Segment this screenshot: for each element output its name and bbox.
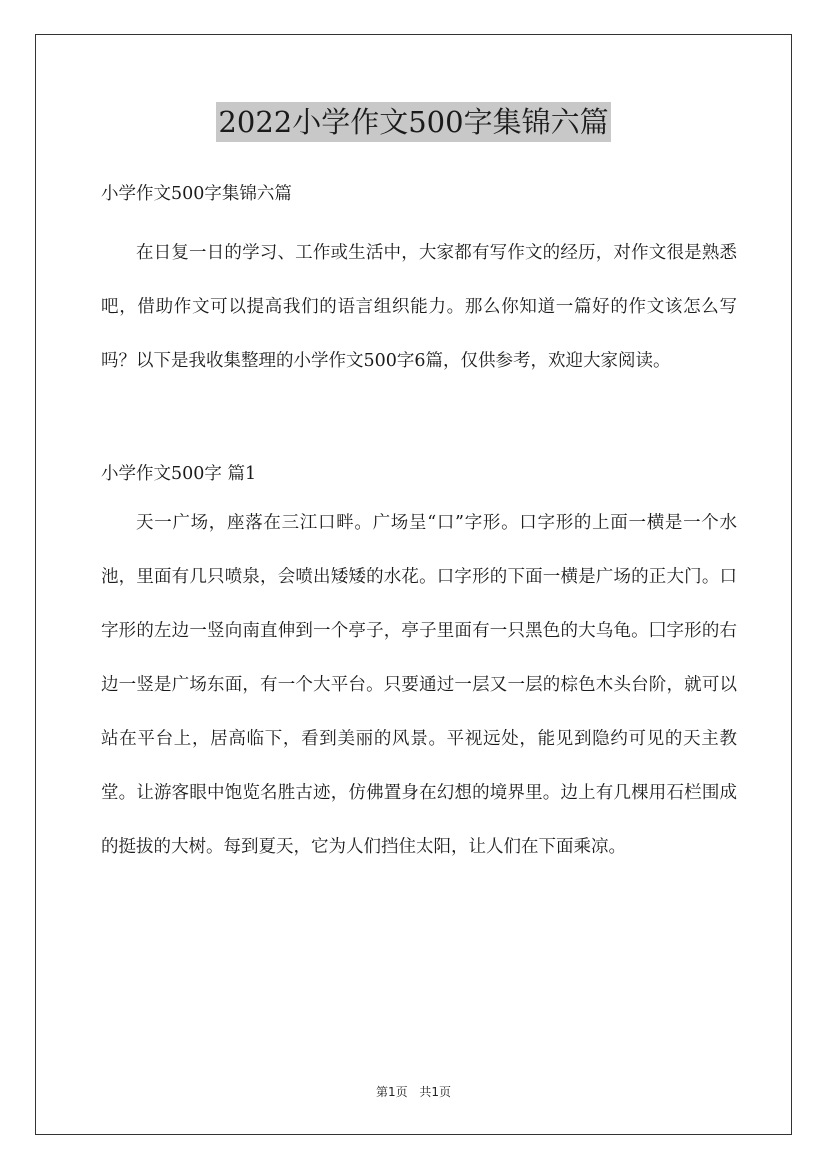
- document-title: [0, 102, 827, 142]
- page-total: 共1页: [419, 1085, 452, 1099]
- document-title-text: 2022小学作文500字集锦六篇: [216, 102, 610, 142]
- intro-paragraph: 在日复一日的学习、工作或生活中，大家都有写作文的经历，对作文很是熟悉吧，借助作文可以提高我们的语言组织能力。那么你知道一篇好的作文该怎么写吗？以下是我收集整理的小学作文500字6篇，仅供参考，欢迎大家阅读。: [101, 243, 737, 371]
- document-body: [101, 172, 737, 874]
- section-heading: 小学作文500字 篇1: [101, 464, 257, 484]
- page-footer: [0, 1083, 827, 1100]
- page-number: 第1页: [375, 1085, 408, 1099]
- paragraph-spacer: [101, 388, 737, 442]
- document-subtitle: 小学作文500字集锦六篇: [101, 184, 292, 204]
- section-paragraph: 天一广场，座落在三江口畔。广场呈“口”字形。口字形的上面一横是一个水池，里面有几只喷泉，会喷出矮矮的水花。口字形的下面一横是广场的正大门。口字形的左边一竖向南直伸到一个亭子，亭子里面有一只黑色的大乌龟。囗字形的右边一竖是广场东面，有一个大平台。只要通过一层又一层的棕色木头台阶，就可以站在平台上，居高临下，看到美丽的风景。平视远处，能见到隐约可见的天主教堂。让游客眼中饱览名胜古迹，仿佛置身在幻想的境界里。边上有几棵用石栏围成的挺拔的大树。每到夏天，它为人们挡住太阳，让人们在下面乘凉。: [101, 513, 737, 857]
